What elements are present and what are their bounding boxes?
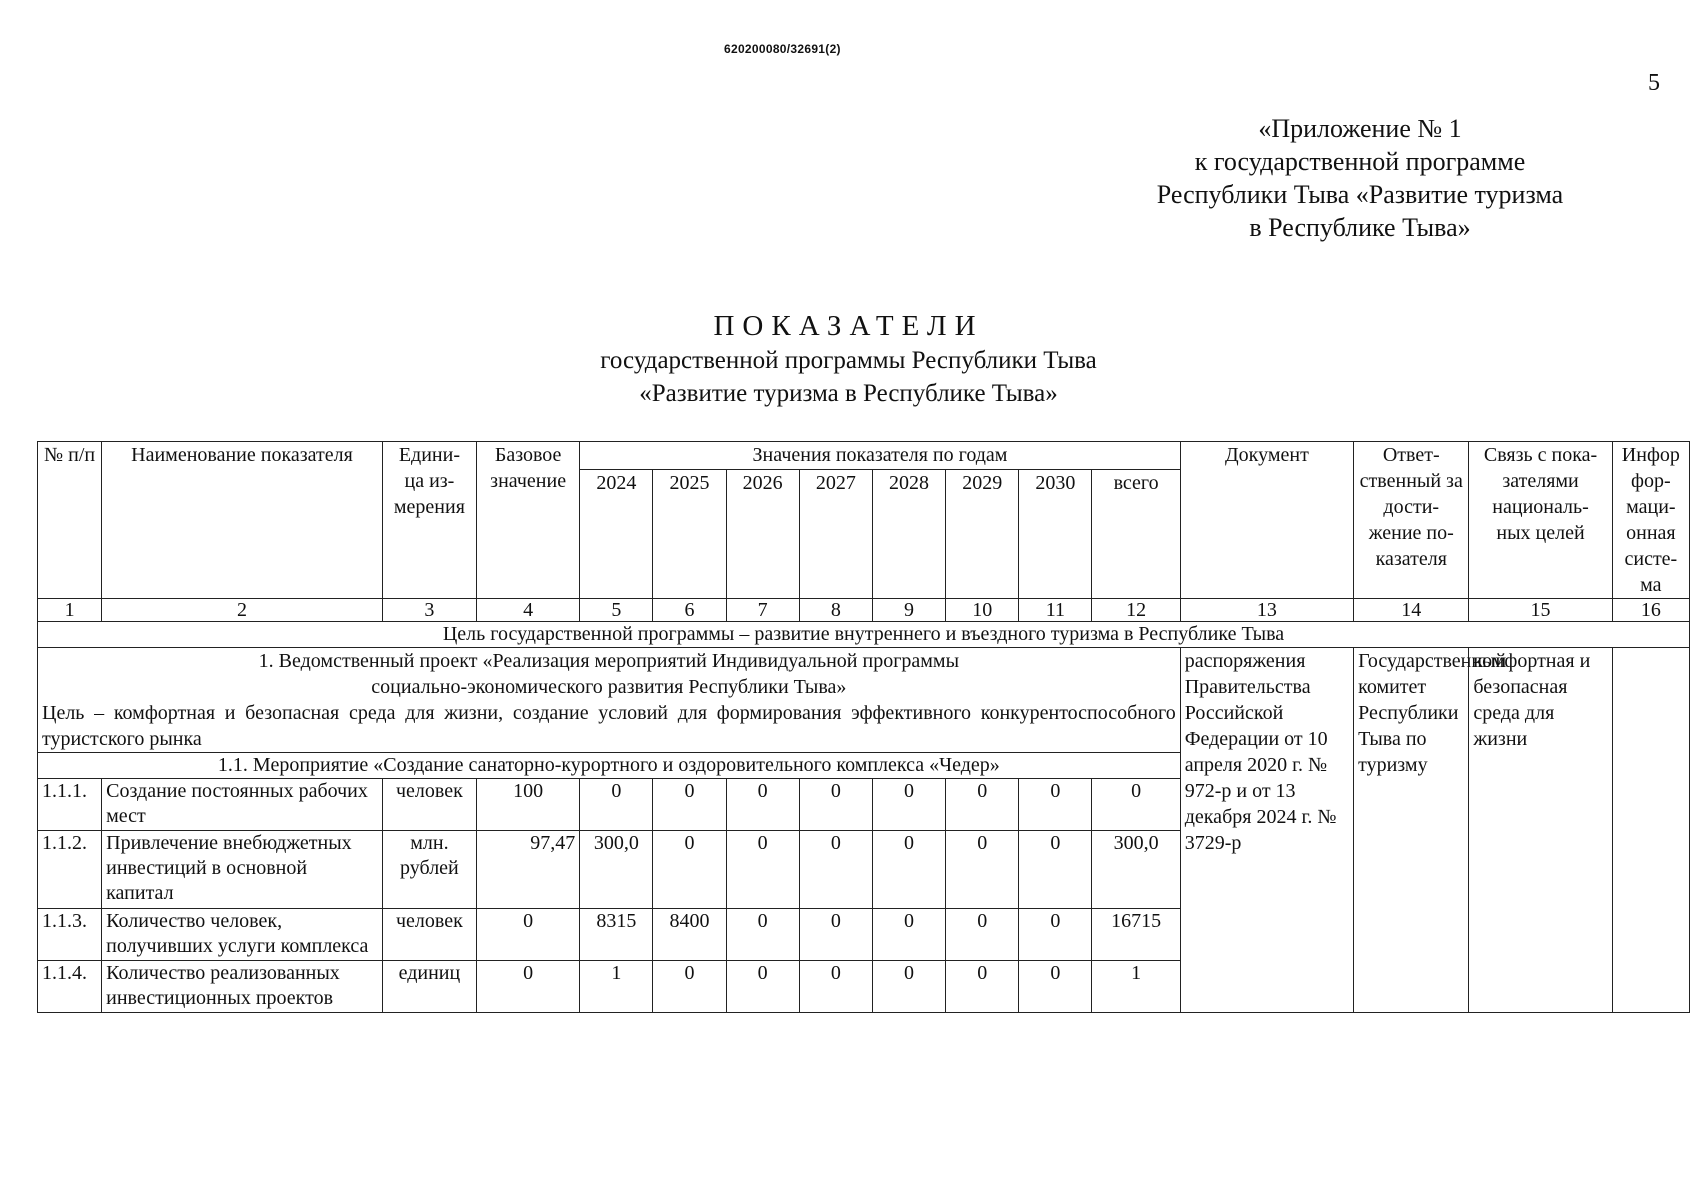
row-total: 16715 <box>1092 909 1180 961</box>
row-unit: человек <box>382 779 476 831</box>
column-number: 7 <box>726 599 799 622</box>
appendix-line-3: Республики Тыва «Развитие туризма <box>1156 180 1564 209</box>
row-value-2027: 0 <box>799 909 872 961</box>
row-unit: человек <box>382 909 476 961</box>
info-system-cell <box>1612 648 1689 1013</box>
row-name: Привлечение внебюджетных инвестиций в основной капитал <box>102 831 383 909</box>
column-number: 4 <box>477 599 580 622</box>
header-year: 2029 <box>946 469 1019 598</box>
row-num: 1.1.2. <box>38 831 102 909</box>
row-value-2024: 8315 <box>580 909 653 961</box>
document-title <box>0 308 1697 410</box>
column-number: 10 <box>946 599 1019 622</box>
link-cell: комфортная и безопасная среда для жизни <box>1469 648 1612 1013</box>
column-number: 13 <box>1180 599 1353 622</box>
row-base: 0 <box>477 961 580 1013</box>
row-value-2029: 0 <box>946 779 1019 831</box>
row-value-2028: 0 <box>872 831 945 909</box>
column-number: 9 <box>872 599 945 622</box>
row-unit: единиц <box>382 961 476 1013</box>
responsible-cell: Государственный комитет Республики Тыва по туризму <box>1354 648 1469 1013</box>
row-base: 0 <box>477 909 580 961</box>
activity-title: 1.1. Мероприятие «Создание санаторно-курортного и оздоровительного комплекса «Чедер» <box>38 753 1181 779</box>
row-value-2026: 0 <box>726 831 799 909</box>
row-value-2030: 0 <box>1019 961 1092 1013</box>
row-total: 0 <box>1092 779 1180 831</box>
row-value-2024: 300,0 <box>580 831 653 909</box>
project-cell <box>38 648 1181 753</box>
project-title-line-2: социально-экономического развития Республики Тыва» <box>371 676 847 698</box>
row-name: Создание постоянных рабочих мест <box>102 779 383 831</box>
header-year: 2026 <box>726 469 799 598</box>
header-year: 2025 <box>653 469 726 598</box>
header-document: Документ <box>1180 442 1353 599</box>
row-value-2030: 0 <box>1019 909 1092 961</box>
column-number: 8 <box>799 599 872 622</box>
row-total: 1 <box>1092 961 1180 1013</box>
header-link: Связь с пока- зателями националь- ных целей <box>1469 442 1612 599</box>
header-unit: Едини- ца из- мерения <box>382 442 476 599</box>
row-name: Количество реализованных инвестиционных проектов <box>102 961 383 1013</box>
indicators-table <box>37 441 1690 1013</box>
header-year: 2027 <box>799 469 872 598</box>
column-number: 16 <box>1612 599 1689 622</box>
title-main: ПОКАЗАТЕЛИ <box>713 310 984 342</box>
header-total: всего <box>1092 469 1180 598</box>
header-year: 2030 <box>1019 469 1092 598</box>
column-number: 14 <box>1354 599 1469 622</box>
row-value-2024: 1 <box>580 961 653 1013</box>
row-value-2025: 0 <box>653 779 726 831</box>
program-goal: Цель государственной программы – развитие внутреннего и въездного туризма в Республике Тыва <box>38 622 1690 648</box>
header-info-system: Инфор фор- маци- онная систе- ма <box>1612 442 1689 599</box>
header-responsible: Ответ- ственный за дости- жение по- казателя <box>1354 442 1469 599</box>
row-value-2025: 0 <box>653 961 726 1013</box>
row-value-2027: 0 <box>799 779 872 831</box>
row-value-2025: 0 <box>653 831 726 909</box>
row-value-2027: 0 <box>799 831 872 909</box>
column-number: 12 <box>1092 599 1180 622</box>
page-number: 5 <box>1648 70 1660 96</box>
header-year: 2024 <box>580 469 653 598</box>
column-number: 5 <box>580 599 653 622</box>
row-value-2026: 0 <box>726 779 799 831</box>
goal-row <box>38 622 1690 648</box>
project-goal-text: Цель – комфортная и безопасная среда для жизни, создание условий для формирования эффективного конкурентоспособного туристского рынка <box>42 702 1176 750</box>
row-value-2030: 0 <box>1019 831 1092 909</box>
column-number: 3 <box>382 599 476 622</box>
row-num: 1.1.1. <box>38 779 102 831</box>
appendix-line-1: «Приложение № 1 <box>1258 114 1462 143</box>
document-id: 620200080/32691(2) <box>724 42 841 56</box>
project-title-line-1: 1. Ведомственный проект «Реализация мероприятий Индивидуальной программы <box>258 650 960 672</box>
appendix-line-2: к государственной программе <box>1194 147 1526 176</box>
column-number-row <box>38 599 1690 622</box>
project-row <box>38 648 1690 753</box>
row-value-2030: 0 <box>1019 779 1092 831</box>
column-number: 6 <box>653 599 726 622</box>
row-value-2028: 0 <box>872 779 945 831</box>
row-value-2027: 0 <box>799 961 872 1013</box>
document-cell: распоряжения Правительства Российской Федерации от 10 апреля 2020 г. № 972-р и от 13 декабря 2024 г. № 3729-р <box>1180 648 1353 1013</box>
row-value-2026: 0 <box>726 961 799 1013</box>
column-number: 11 <box>1019 599 1092 622</box>
title-line-3: «Развитие туризма в Республике Тыва» <box>639 380 1058 407</box>
row-name: Количество человек, получивших услуги комплекса <box>102 909 383 961</box>
row-value-2029: 0 <box>946 909 1019 961</box>
column-number: 2 <box>102 599 383 622</box>
row-total: 300,0 <box>1092 831 1180 909</box>
row-base: 97,47 <box>477 831 580 909</box>
column-number: 15 <box>1469 599 1612 622</box>
header-values-by-year: Значения показателя по годам <box>580 442 1180 470</box>
row-unit: млн. рублей <box>382 831 476 909</box>
row-value-2024: 0 <box>580 779 653 831</box>
appendix-line-4: в Республике Тыва» <box>1249 213 1471 242</box>
appendix-note <box>1150 112 1570 244</box>
header-num: № п/п <box>38 442 102 599</box>
header-year: 2028 <box>872 469 945 598</box>
header-base: Базовое значение <box>477 442 580 599</box>
row-base: 100 <box>477 779 580 831</box>
row-value-2029: 0 <box>946 961 1019 1013</box>
column-number: 1 <box>38 599 102 622</box>
row-value-2029: 0 <box>946 831 1019 909</box>
title-line-2: государственной программы Республики Тыва <box>600 347 1097 374</box>
row-value-2025: 8400 <box>653 909 726 961</box>
row-num: 1.1.3. <box>38 909 102 961</box>
header-name: Наименование показателя <box>102 442 383 599</box>
row-value-2026: 0 <box>726 909 799 961</box>
row-num: 1.1.4. <box>38 961 102 1013</box>
header-row-1 <box>38 442 1690 470</box>
row-value-2028: 0 <box>872 961 945 1013</box>
row-value-2028: 0 <box>872 909 945 961</box>
